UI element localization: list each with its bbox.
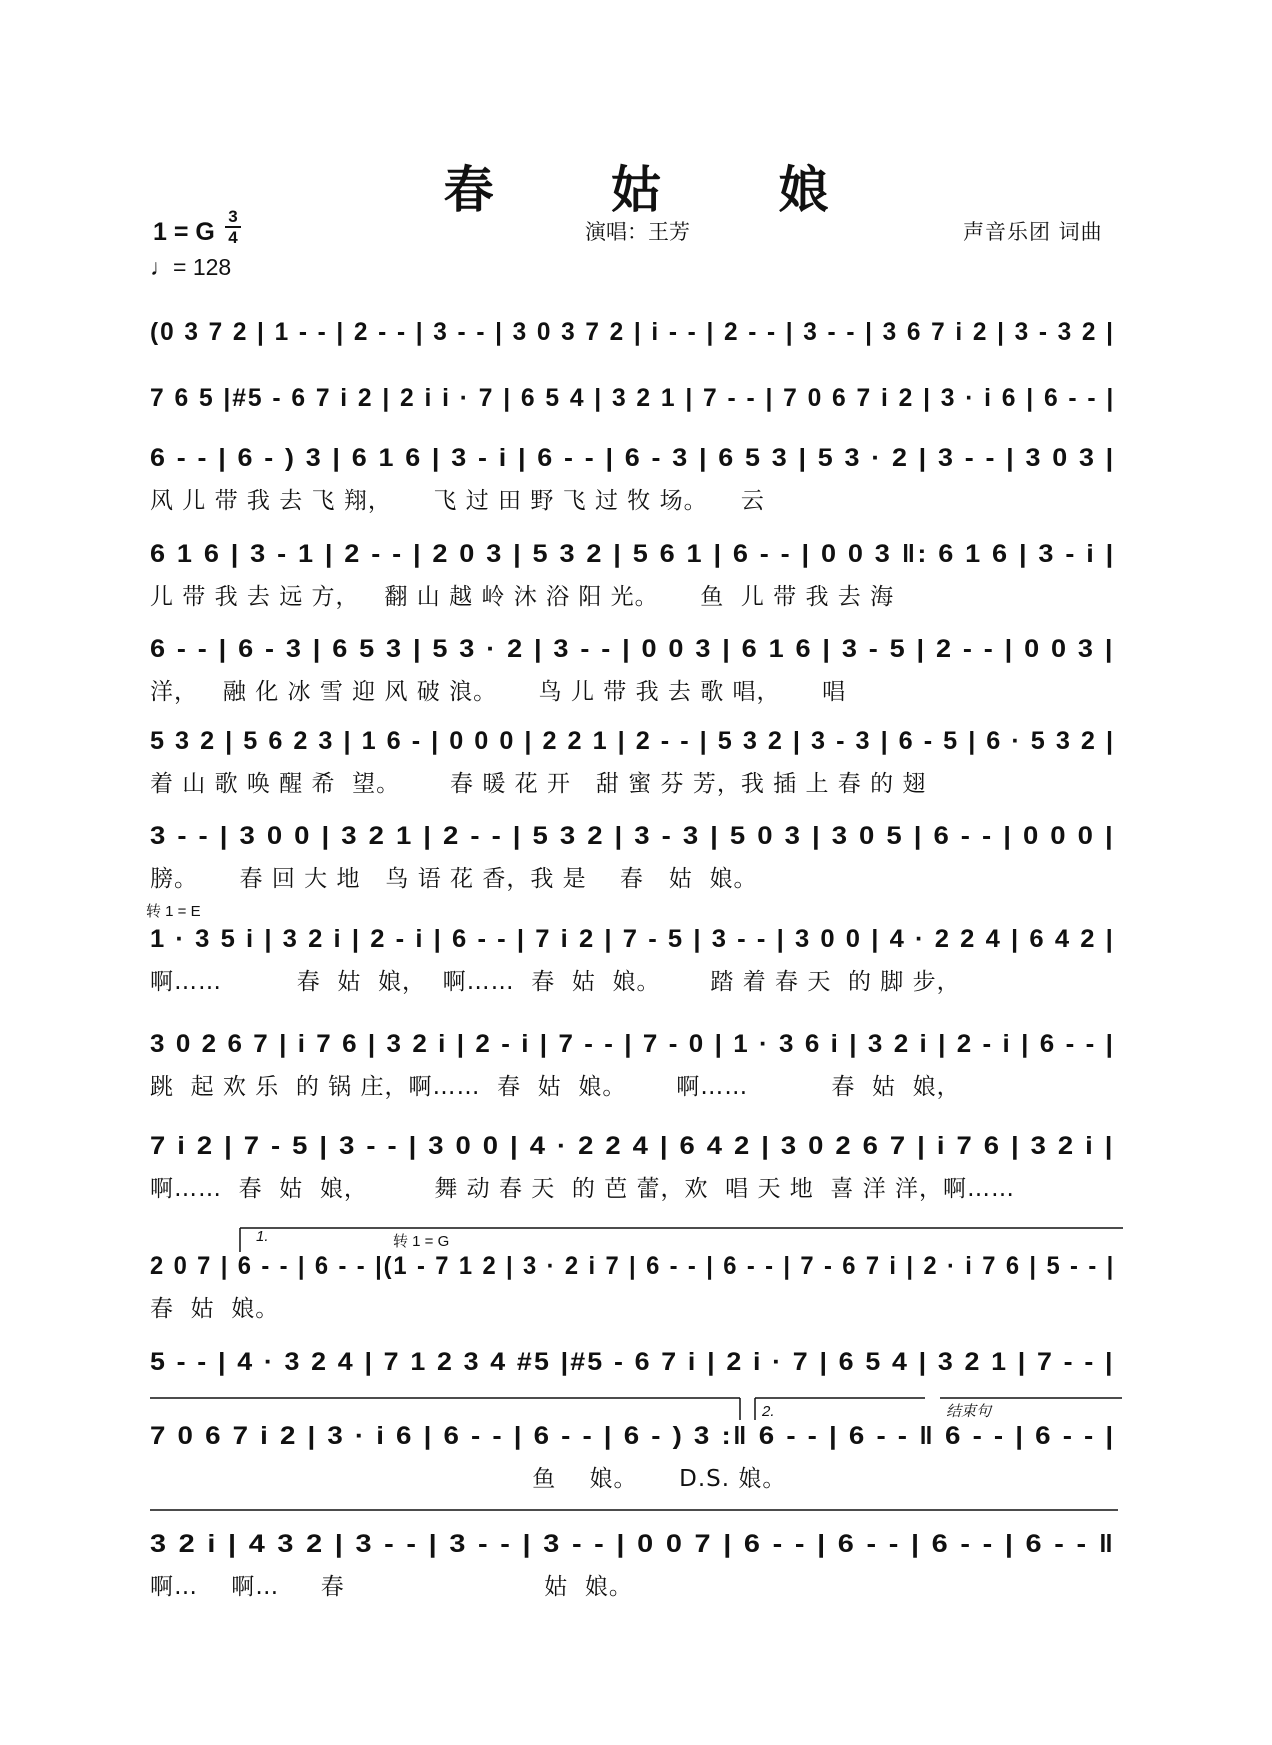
time-bottom: 4 (228, 228, 238, 247)
time-top: 3 (228, 207, 238, 226)
lyrics-row: 风 儿 带 我 去 飞 翔， 飞 过 田 野 飞 过 牧 场。 云 (150, 488, 765, 514)
notation-row: 6 - - | 6 - 3 | 6 5 3 | 5 3 · 2 | 3 - - | 0 0 3 | 6 1 6 | 3 - 5 | 2 - - | 0 0 3 | (150, 635, 1115, 663)
notation-row: 6 1 6 | 3 - 1 | 2 - - | 2 0 3 | 5 3 2 | 5 6 1 | 6 - - | 0 0 3 ‖: 6 1 6 | 3 - i | (150, 540, 1116, 568)
lyrics-row: 春 姑 娘。 (150, 1296, 280, 1322)
notation-row: 3 2 i | 4 3 2 | 3 - - | 3 - - | 3 - - | 0 0 7 | 6 - - | 6 - - | 6 - - | 6 - - ‖ (150, 1530, 1116, 1558)
notation-row: 5 3 2 | 5 6 2 3 | 1 6 - | 0 0 0 | 2 2 1 | 2 - - | 5 3 2 | 3 - 3 | 6 - 5 | 6 · 5 3 2 | (150, 727, 1116, 755)
notation-row: (0 3 7 2 | 1 - - | 2 - - | 3 - - | 3 0 3 7 2 | i - - | 2 - - | 3 - - | 3 6 7 i 2 | 3 - 3 2 | (150, 318, 1115, 346)
tempo-value: = 128 (173, 254, 232, 280)
modulation-g-mark: 转 1 = G (393, 1233, 450, 1250)
lyrics-row: 膀。 春 回 大 地 鸟 语 花 香，我 是 春 姑 娘。 (150, 866, 758, 892)
lyrics-row: 跳 起 欢 乐 的 锅 庄，啊…… 春 姑 娘。 啊…… 春 姑 娘， (150, 1074, 961, 1100)
modulation-e-mark: 转 1 = E (146, 903, 201, 920)
lyrics-row: 啊…… 春 姑 娘， 啊…… 春 姑 娘。 踏 着 春 天 的 脚 步， (150, 969, 961, 995)
notation-row: 7 6 5 |#5 - 6 7 i 2 | 2 i i · 7 | 6 5 4 | 3 2 1 | 7 - - | 7 0 6 7 i 2 | 3 · i 6 | 6 - - | (150, 384, 1116, 412)
lyrics-row: 儿 带 我 去 远 方， 翻 山 越 岭 沐 浴 阳 光。 鱼 儿 带 我 去 海 (150, 584, 895, 610)
singer-credit: 演唱：王芳 (585, 220, 690, 244)
lyrics-row: 鱼 娘。 D.S. 娘。 (150, 1466, 787, 1492)
notation-row: 6 - - | 6 - ) 3 | 6 1 6 | 3 - i | 6 - - | 6 - 3 | 6 5 3 | 5 3 · 2 | 3 - - | 3 0 3 | (150, 444, 1116, 472)
key-signature: 1 = G (153, 218, 215, 246)
lyrics-row: 啊… 啊… 春 姑 娘。 (150, 1574, 633, 1600)
quarter-note-icon: ♩ (150, 254, 173, 280)
notation-row: 1 · 3 5 i | 3 2 i | 2 - i | 6 - - | 7 i 2 | 7 - 5 | 3 - - | 3 0 0 | 4 · 2 2 4 | 6 4 2 | (150, 925, 1115, 953)
notation-row: 5 - - | 4 · 3 2 4 | 7 1 2 3 4 #5 |#5 - 6 7 i | 2 i · 7 | 6 5 4 | 3 2 1 | 7 - - | (150, 1348, 1115, 1376)
notation-row: 3 - - | 3 0 0 | 3 2 1 | 2 - - | 5 3 2 | 3 - 3 | 5 0 3 | 3 0 5 | 6 - - | 0 0 0 | (150, 822, 1115, 850)
notation-row: 3 0 2 6 7 | i 7 6 | 3 2 i | 2 - i | 7 - - | 7 - 0 | 1 · 3 6 i | 3 2 i | 2 - i | 6 - - | (150, 1030, 1115, 1058)
notation-row: 7 0 6 7 i 2 | 3 · i 6 | 6 - - | 6 - - | 6 - ) 3 :‖ 6 - - | 6 - - ‖ 6 - - | 6 - - | (150, 1422, 1116, 1450)
ending-mark: 结束句 (946, 1403, 992, 1420)
composer-credit: 声音乐团 词曲 (963, 220, 1103, 244)
volta-2-mark: 2. (762, 1403, 775, 1420)
volta-1-mark: 1. (256, 1228, 269, 1245)
lyrics-row: 啊…… 春 姑 娘， 舞 动 春 天 的 芭 蕾，欢 唱 天 地 喜 洋 洋，啊…… (150, 1176, 1016, 1202)
notation-row: 7 i 2 | 7 - 5 | 3 - - | 3 0 0 | 4 · 2 2 4 | 6 4 2 | 3 0 2 6 7 | i 7 6 | 3 2 i | (150, 1132, 1115, 1160)
lyrics-row: 着 山 歌 唤 醒 希 望。 春 暖 花 开 甜 蜜 芬 芳，我 插 上 春 的 翅 (150, 771, 927, 797)
notation-row: 2 0 7 | 6 - - | 6 - - |(1 - 7 1 2 | 3 · 2 i 7 | 6 - - | 6 - - | 7 - 6 7 i | 2 · i 7 6 | 5 - - | (150, 1252, 1116, 1280)
song-title: 春 姑 娘 (443, 160, 879, 219)
lyrics-row: 洋， 融 化 冰 雪 迎 风 破 浪。 鸟 儿 带 我 去 歌 唱， 唱 (150, 679, 847, 705)
